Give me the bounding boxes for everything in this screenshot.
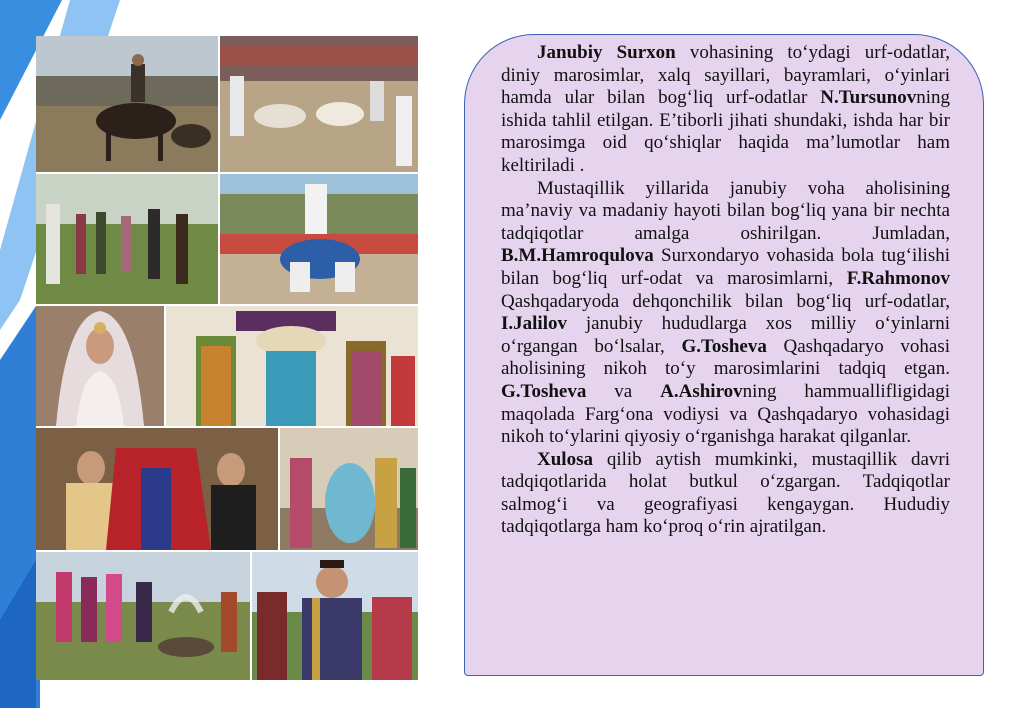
photo-women-dancing-in-courtyard <box>280 428 418 550</box>
bold-author: G.Tosheva <box>501 380 587 402</box>
text-run: ning hammuallifligidagi maqolada Farg‘ona vodiysi va Qashqadaryo vohasidagi nikoh to‘ylarini qiyosiy o‘rganishga harakat qilganlar. <box>501 380 951 448</box>
photo-ram-fight <box>220 36 418 172</box>
bold-author: A.Ashirov <box>660 380 743 402</box>
photo-sumalak-cooking-women <box>36 552 250 680</box>
bold-author: N.Tursunov <box>820 87 917 109</box>
bold-author: F.Rahmonov <box>846 267 950 289</box>
text-run: Surxondaryo vohasida bola tug‘ilishi bilan bog‘liq urf-odat va marosimlarni, <box>501 245 950 289</box>
paragraph <box>501 42 950 178</box>
photo-kupkari-horse-riders <box>36 36 218 172</box>
photo-wrestling-kurash <box>220 174 418 304</box>
text-run: janubiy hududlarga xos milliy o‘yinlarni o‘rgangan bo‘lsalar, <box>501 313 950 357</box>
photo-folk-dance-in-field <box>36 174 218 304</box>
text-run: vohasining to‘ydagi urf-odatlar, diniy marosimlar, xalq sayillari, bayramlari, o‘yinlari hamda ular bilan bog‘liq urf-odatlar <box>501 42 950 109</box>
article-text <box>501 42 950 539</box>
text-run: qilib aytish mumkinki, mustaqillik davri tadqiqotlarida holat butkul o‘zgargan. Tadqiqotlar salmog‘i va geografiyasi kengaygan. Hududiy tadqiqotlarga ham ko‘proq o‘rin ajratilgan. <box>501 448 950 538</box>
photo-bride-in-veil <box>36 306 164 426</box>
text-run: va <box>586 380 661 402</box>
photo-man-in-traditional-chapan <box>252 552 418 680</box>
text-run: Qashqadaryoda dehqonchilik bilan bog‘liq urf-odatlar, <box>501 290 950 312</box>
text-run: ning ishida tahlil etilgan. E’tiborli jihati shundaki, ishda har bir marosimga oid qo‘shiqlar haqida ma’lumotlar ham keltiriladi . <box>501 87 950 176</box>
paragraph <box>501 178 950 449</box>
bold-author: Janubiy Surxon <box>537 42 676 63</box>
bold-author: B.M.Hamroqulova <box>501 245 654 267</box>
paragraph <box>501 449 950 539</box>
photo-bride-covered-with-red-shawl <box>36 428 278 550</box>
photo-wedding-women-in-national-dress <box>166 306 418 426</box>
text-run: Qashqadaryo vohasi aholisining nikoh to‘y marosimlarini tadqiq etgan. <box>501 335 950 380</box>
bold-term: Xulosa <box>537 448 593 470</box>
bold-author: I.Jalilov <box>501 313 567 335</box>
bold-author: G.Tosheva <box>681 335 767 357</box>
text-run: Mustaqillik yillarida janubiy voha aholisining ma’naviy va madaniy hayoti bilan bog‘liq yana bir nechta tadqiqotlar amalga oshirilgan. Jumladan, <box>501 177 950 244</box>
photo-collage <box>36 36 418 680</box>
